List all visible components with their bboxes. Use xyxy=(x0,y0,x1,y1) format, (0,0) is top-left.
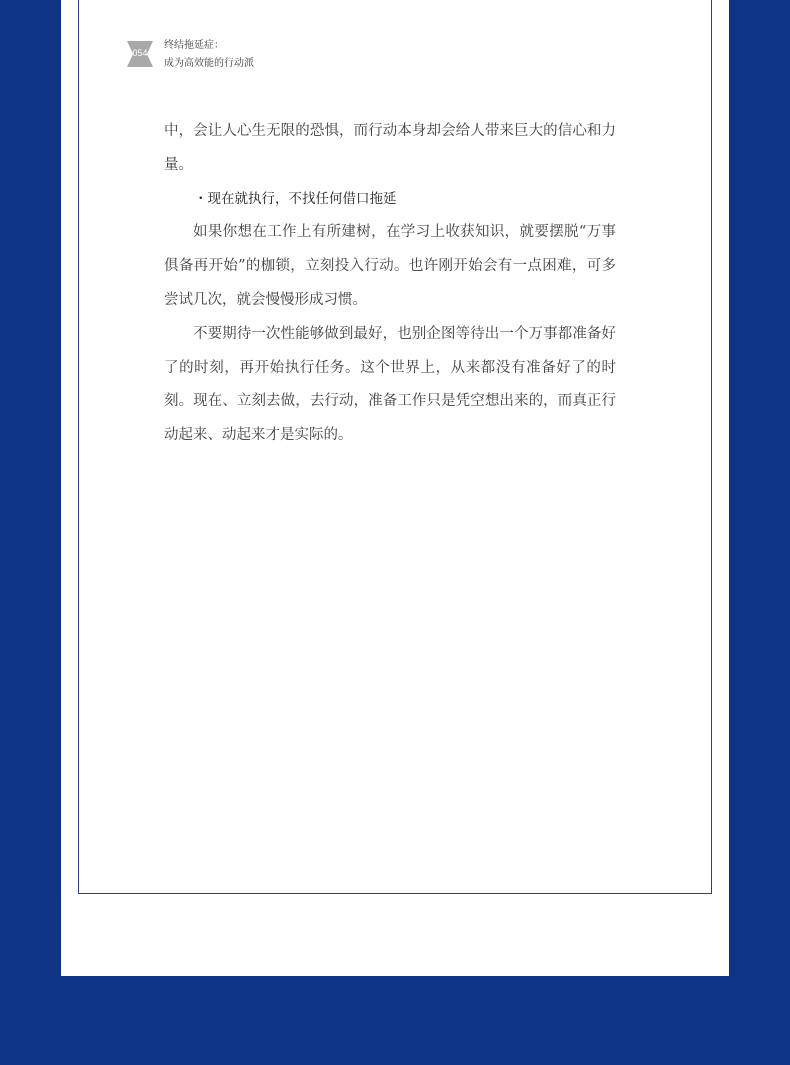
header-title-line2: 成为高效能的行动派 xyxy=(164,58,254,69)
page-number-badge xyxy=(126,41,154,67)
body-text xyxy=(164,115,616,453)
running-header xyxy=(164,37,254,73)
page-number: 054 xyxy=(132,48,148,58)
header-title-line1: 终结拖延症： xyxy=(164,40,224,51)
paragraph-2: 如果你想在工作上有所建树，在学习上收获知识，就要摆脱“万事俱备再开始”的枷锁，立刻投入行动。也许刚开始会有一点困难，可多尝试几次，就会慢慢形成习惯。 xyxy=(164,224,616,308)
section-heading: ・现在就执行，不找任何借口拖延 xyxy=(194,190,397,207)
paragraph-1: 中，会让人心生无限的恐惧，而行动本身却会给人带来巨大的信心和力量。 xyxy=(164,123,616,173)
paragraph-3: 不要期待一次性能够做到最好，也别企图等待出一个万事都准备好了的时刻，再开始执行任务。这个世界上，从来都没有准备好了的时刻。现在、立刻去做，去行动，准备工作只是凭空想出来的，而真正行动起来、动起来才是实际的。 xyxy=(164,325,616,444)
